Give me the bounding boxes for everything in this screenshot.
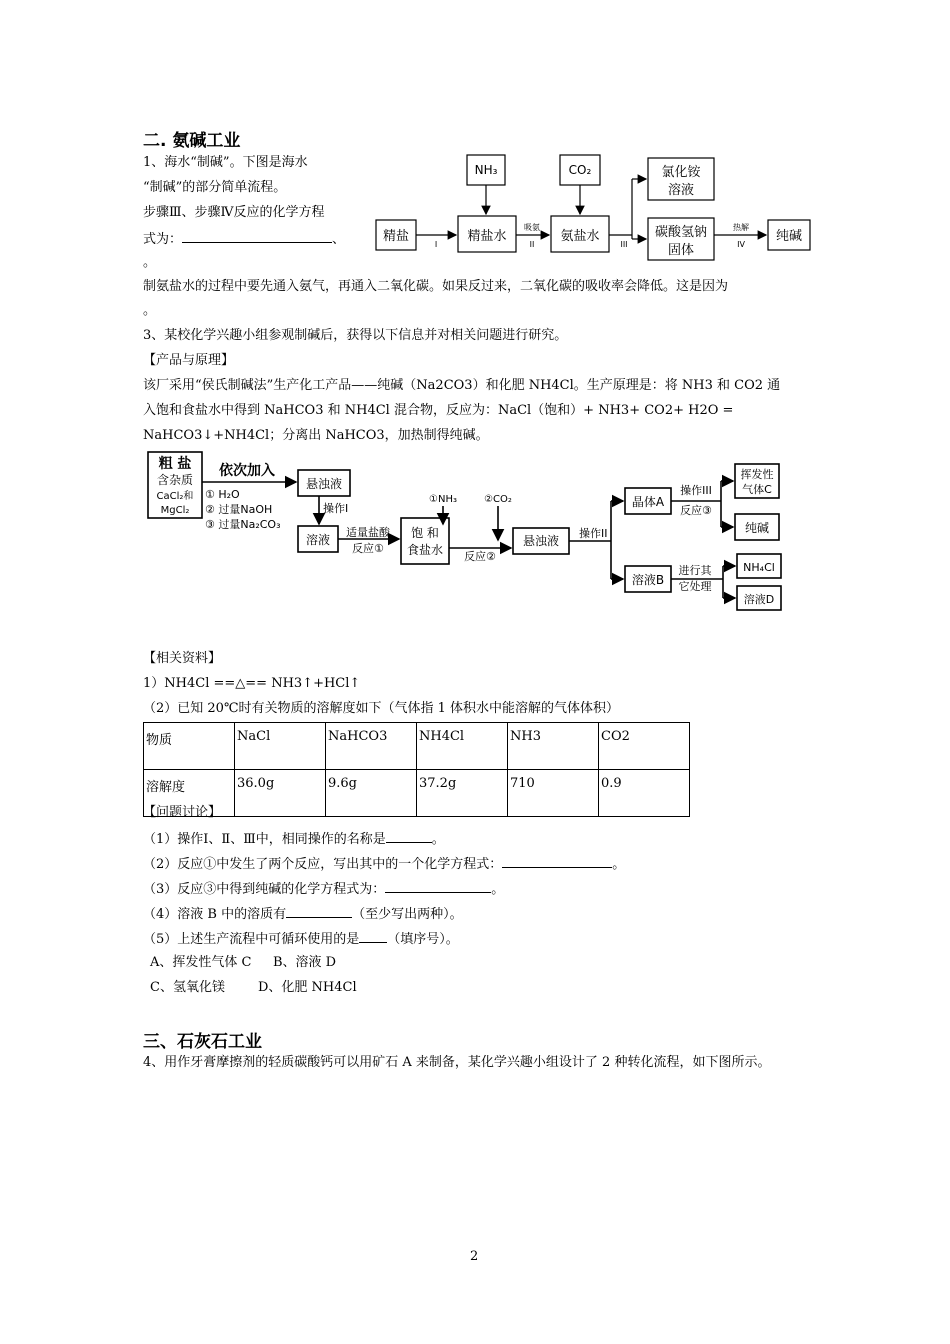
q4-text: 4、用作牙膏摩擦剂的轻质碳酸钙可以用矿石 A 来制备，某化学兴趣小组设计了 2 种转化流程，如下图所示。 [143, 1055, 771, 1070]
step-3-label: III [620, 240, 628, 249]
option-a: A、挥发性气体 C [150, 955, 252, 970]
step-4-top-label: 热解 [733, 223, 749, 232]
table-cell: 9.6g [326, 770, 417, 817]
q3-line5: NaHCO3↓+NH4Cl；分离出 NaHCO3，加热制得纯碱。 [143, 428, 489, 443]
lvhuaan-label-2: 溶液 [667, 183, 695, 198]
anyanshui-label: 氨盐水 [560, 229, 600, 244]
q3-line2: 【产品与原理】 [143, 353, 235, 368]
table-cell: 物质 [144, 723, 235, 770]
discussion-title: 【问题讨论】 [143, 805, 222, 820]
fanying1-label: 反应① [352, 542, 384, 555]
chunjian2-label: 纯碱 [744, 521, 770, 535]
table-cell: NaHCO3 [326, 723, 417, 770]
answer-blank[interactable] [386, 829, 432, 843]
d3-text: （3）反应③中得到纯碱的化学方程式为： [143, 882, 386, 897]
tansuan-label-1: 碳酸氢钠 [654, 225, 708, 240]
cuyan-label-3: CaCl₂和 [156, 491, 194, 502]
table-cell: NH3 [508, 723, 599, 770]
nh3-label: NH₃ [474, 163, 498, 177]
q3-line4: 入饱和食盐水中得到 NaHCO3 和 NH4Cl 混合物，反应为：NaCl（饱和）+ NH3+ CO2+ H2O = [143, 403, 734, 418]
ref-1: 1）NH4Cl ==△== NH3↑+HCl↑ [143, 676, 361, 691]
q1-line3: 步骤Ⅲ、步骤Ⅳ反应的化学方程 [143, 205, 325, 220]
baohe-box [401, 518, 449, 564]
q1-line4 [143, 229, 345, 249]
cuyan-label-4: MgCl₂ [160, 505, 190, 516]
qita-label-1: 进行其 [678, 564, 712, 577]
ref-title: 【相关资料】 [143, 651, 222, 666]
table-cell: NaCl [235, 723, 326, 770]
d2-text: （2）反应①中发生了两个反应，写出其中的一个化学方程式： [143, 857, 503, 872]
answer-blank[interactable] [359, 929, 387, 943]
reagent-3: ③ 过量Na₂CO₃ [205, 518, 281, 531]
table-cell: CO2 [599, 723, 690, 770]
table-cell: NH4Cl [417, 723, 508, 770]
section-title-3: 三、石灰石工业 [143, 1032, 262, 1052]
rongyeD-label: 溶液D [743, 593, 775, 606]
rongye-label: 溶液 [305, 533, 331, 547]
cuyan-label-1: 粗 盐 [158, 456, 192, 472]
discussion-4 [143, 904, 463, 924]
add-label: 依次加入 [219, 463, 275, 479]
table-row [144, 770, 690, 817]
yansuan-label: 适量盐酸 [346, 526, 390, 539]
qita-label-2: 它处理 [678, 580, 712, 593]
discussion-2 [143, 854, 625, 874]
reagent-1: ① H₂O [205, 488, 240, 501]
answer-blank[interactable] [502, 854, 612, 868]
jingyan-label: 精盐 [382, 229, 410, 244]
step-2-top-label: 吸氨 [524, 223, 540, 232]
q1-line2: “制碱”的部分简单流程。 [143, 180, 287, 195]
cuyan-label-2: 含杂质 [156, 473, 194, 487]
d4-text: （4）溶液 B 中的溶质有 [143, 907, 287, 922]
nh4cl-label: NH₄Cl [743, 561, 775, 574]
d1-text: （1）操作Ⅰ、Ⅱ、Ⅲ中，相同操作的名称是 [143, 832, 386, 847]
tansuan-label-2: 固体 [667, 243, 695, 258]
q1-line7: 。 [143, 303, 157, 318]
huifa-label-2: 气体C [742, 483, 772, 496]
co2-in-label: ②CO₂ [484, 494, 512, 505]
option-c: C、氢氧化镁 [150, 980, 225, 995]
step-4-label: IV [737, 240, 745, 249]
d5-end: （填序号）。 [387, 932, 459, 947]
d3-end: 。 [491, 882, 505, 897]
discussion-1 [143, 829, 445, 849]
d1-end: 。 [431, 832, 445, 847]
d2-end: 。 [612, 857, 626, 872]
table-cell: 37.2g [417, 770, 508, 817]
table-cell: 0.9 [599, 770, 690, 817]
answer-blank[interactable] [182, 229, 332, 243]
answer-blank[interactable] [385, 879, 491, 893]
op2-label: 操作II [579, 527, 608, 540]
page-number: 2 [470, 1249, 479, 1264]
table-cell: 710 [508, 770, 599, 817]
discussion-5 [143, 929, 459, 949]
chunjian-label: 纯碱 [775, 229, 803, 244]
q1-line4-post: 、 [332, 232, 346, 247]
table-cell: 溶解度 [144, 770, 235, 817]
baohe-label-1: 饱 和 [411, 526, 439, 540]
ref-2: （2）已知 20℃时有关物质的溶解度如下（气体指 1 体积水中能溶解的气体体积） [143, 701, 620, 716]
fanying3-label: 反应③ [680, 504, 712, 517]
solubility-table [143, 722, 690, 817]
q1-line1: 1、海水“制碱”。下图是海水 [143, 155, 308, 170]
jingtiA-label: 晶体A [631, 495, 665, 509]
co2-label: CO₂ [568, 163, 592, 177]
lvhuaan-label-1: 氯化铵 [661, 165, 701, 180]
xuanzhuoye2-label: 悬浊液 [522, 534, 560, 548]
jingyanshui-label: 精盐水 [467, 229, 507, 244]
soda-flow-diagram [370, 150, 820, 265]
xuanzhuoye1-label: 悬浊液 [305, 477, 343, 491]
table-header-row [144, 723, 690, 770]
baohe-label-2: 食盐水 [406, 543, 444, 557]
hou-process-diagram [143, 448, 813, 613]
op1-label: 操作I [323, 502, 349, 515]
step-1-label: I [434, 240, 438, 249]
q1-line5: 。 [143, 255, 157, 270]
reagent-2: ② 过量NaOH [205, 503, 273, 516]
q1-line4-pre: 式为： [143, 232, 183, 247]
table-cell: 36.0g [235, 770, 326, 817]
q3-line3: 该厂采用“侯氏制碱法”生产化工产品——纯碱（Na2CO3）和化肥 NH4Cl。生产原理是：将 NH3 和 CO2 通 [143, 378, 781, 393]
rongyeB-label: 溶液B [631, 573, 665, 587]
op3-label: 操作III [680, 484, 712, 497]
step-2-label: II [529, 240, 535, 249]
fanying2-label: 反应② [464, 550, 496, 563]
discussion-3 [143, 879, 504, 899]
d4-end: （至少写出两种）。 [352, 907, 463, 922]
huifa-label-1: 挥发性 [740, 468, 774, 481]
option-d: D、化肥 NH4Cl [258, 980, 357, 995]
option-b: B、溶液 D [273, 955, 337, 970]
answer-blank[interactable] [286, 904, 352, 918]
section-title-2: 二. 氨碱工业 [143, 131, 241, 151]
d5-text: （5）上述生产流程中可循环使用的是 [143, 932, 360, 947]
q3-line1: 3、某校化学兴趣小组参观制碱后，获得以下信息并对相关问题进行研究。 [143, 328, 568, 343]
q1-line6: 制氨盐水的过程中要先通入氨气，再通入二氧化碳。如果反过来，二氧化碳的吸收率会降低。这是因为 [143, 279, 729, 294]
nh3-in-label: ①NH₃ [429, 494, 457, 505]
